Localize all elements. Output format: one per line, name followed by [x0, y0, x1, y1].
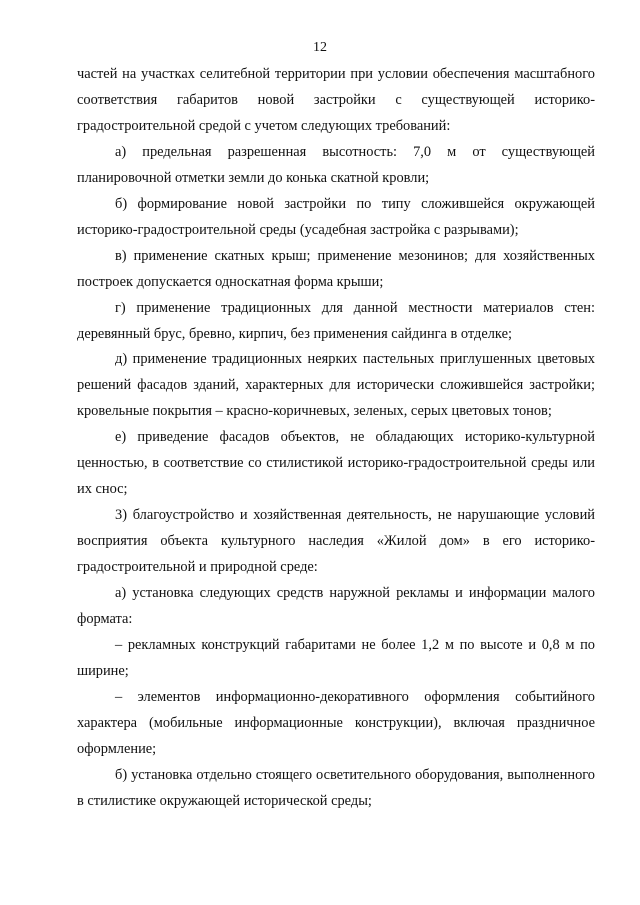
paragraph: а) установка следующих средств наружной рекламы и информации малого формата:	[77, 585, 595, 628]
paragraph: г) применение традиционных для данной местности материалов стен: деревянный брус, бревно, кирпич, без применения сайдинга в отделке;	[77, 299, 595, 342]
paragraph: а) предельная разрешенная высотность: 7,0 м от существующей планировочной отметки земли до конька скатной кровли;	[77, 143, 595, 186]
paragraph: частей на участках селитебной территории при условии обеспечения масштабного соответствия габаритов новой застройки с существующей историко-градостроительной средой с учетом следующих требований:	[77, 66, 595, 134]
paragraph: – рекламных конструкций габаритами не более 1,2 м по высоте и 0,8 м по ширине;	[77, 636, 595, 679]
body-text	[77, 62, 595, 815]
paragraph: е) приведение фасадов объектов, не обладающих историко-культурной ценностью, в соответствие со стилистикой историко-градостроительной среды или их снос;	[77, 429, 595, 498]
paragraph: д) применение традиционных неярких пастельных приглушенных цветовых решений фасадов зданий, характерных для исторически сложившейся застройки; кровельные покрытия – красно-коричневых, зеленых, серых цветовых тонов;	[77, 351, 595, 420]
paragraph: 3) благоустройство и хозяйственная деятельность, не нарушающие условий восприятия объекта культурного наследия «Жилой дом» в его историко-градостроительной и природной среде:	[77, 507, 595, 576]
paragraph: б) формирование новой застройки по типу сложившейся окружающей историко-градостроительной среды (усадебная застройка с разрывами);	[77, 195, 595, 238]
paragraph: б) установка отдельно стоящего осветительного оборудования, выполненного в стилистике окружающей исторической среды;	[77, 766, 595, 809]
paragraph: – элементов информационно-декоративного оформления событийного характера (мобильные информационные конструкции), включая праздничное оформление;	[77, 688, 595, 757]
page-number: 12	[313, 40, 327, 55]
paragraph: в) применение скатных крыш; применение мезонинов; для хозяйственных построек допускается односкатная форма крыши;	[77, 247, 595, 290]
